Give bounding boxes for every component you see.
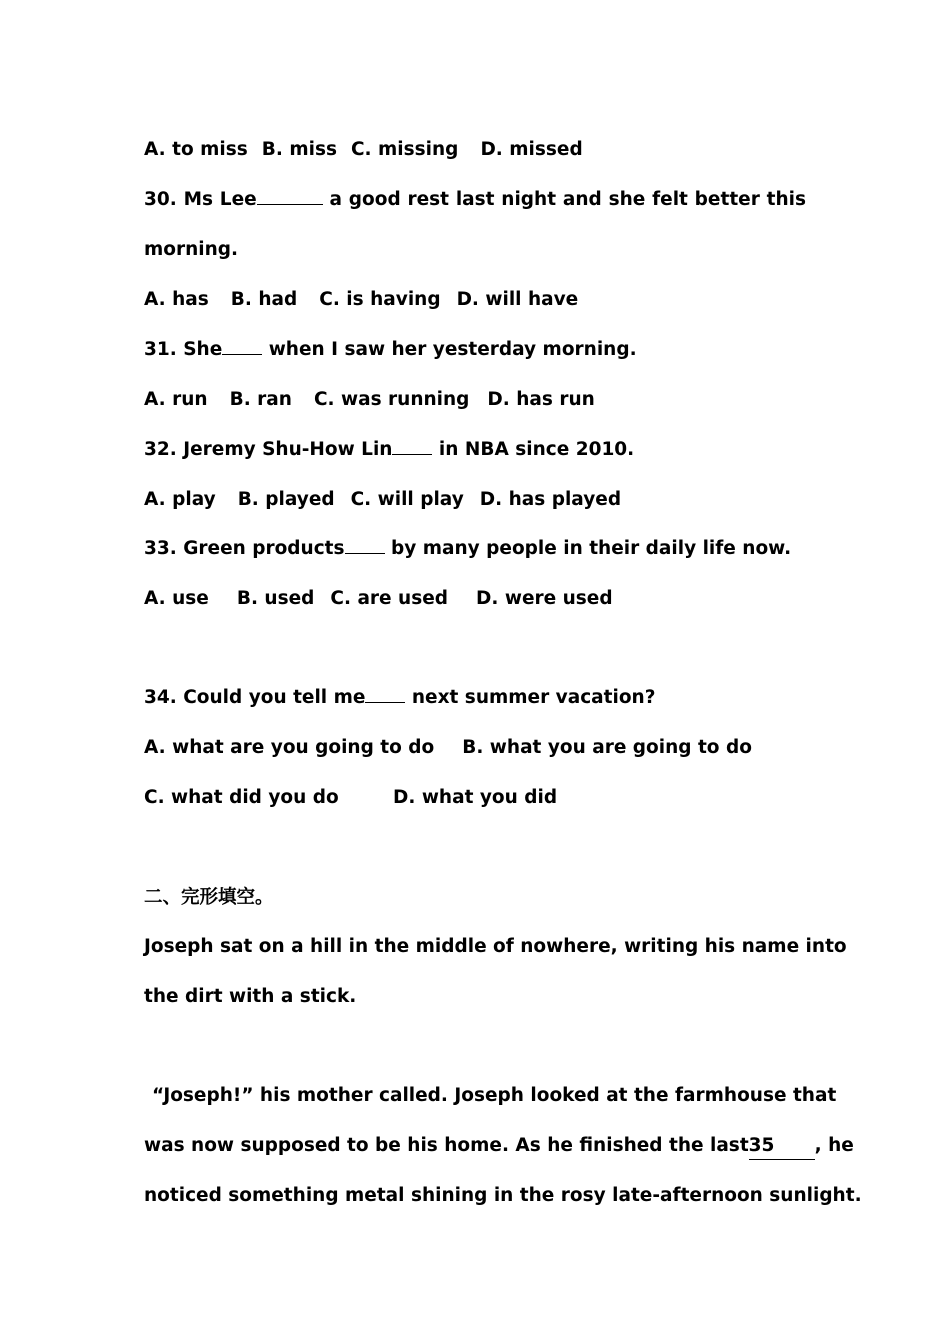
q34-options-row1 (144, 735, 806, 761)
option-c: C. are used (330, 588, 449, 609)
section-heading: 二、完形填空。 (144, 887, 274, 908)
passage-p2-line1 (144, 1083, 837, 1109)
q30-stem (144, 187, 806, 213)
q31-options (144, 387, 806, 413)
q33-stem (144, 536, 806, 562)
stem-before: 33. Green products (144, 538, 345, 559)
option-c: C. missing (350, 139, 459, 160)
answer-blank (392, 440, 432, 455)
stem-before: 31. She (144, 339, 223, 360)
stem-before: 30. Ms Lee (144, 189, 257, 210)
passage-text: “Joseph!” his mother called. Joseph looked at the farmhouse that (152, 1085, 837, 1106)
option-b: B. ran (229, 389, 292, 410)
option-b: B. miss (261, 139, 337, 160)
answer-blank (257, 190, 323, 205)
passage-p2-line2 (144, 1133, 854, 1160)
option-a: A. what are you going to do (144, 737, 435, 758)
cloze-blank-35: 35 (749, 1133, 815, 1160)
stem-after: by many people in their daily life now. (391, 538, 792, 559)
option-b: B. used (236, 588, 315, 609)
option-c: C. what did you do (144, 787, 339, 808)
option-c: C. is having (319, 289, 441, 310)
stem-after: when I saw her yesterday morning. (268, 339, 637, 360)
passage-p1-line1: Joseph sat on a hill in the middle of nowhere, writing his name into (144, 936, 847, 957)
option-d: D. what you did (393, 787, 558, 808)
option-a: A. to miss (144, 139, 248, 160)
stem-before: 32. Jeremy Shu-How Lin (144, 439, 393, 460)
answer-blank (345, 539, 385, 554)
option-c: C. will play (350, 489, 464, 510)
passage-text: was now supposed to be his home. As he finished the last (144, 1135, 749, 1156)
passage-text: , he (814, 1135, 854, 1156)
passage-p1-line2: the dirt with a stick. (144, 986, 357, 1007)
q32-stem (144, 437, 806, 463)
option-b: B. had (230, 289, 298, 310)
stem-after: in NBA since 2010. (438, 439, 635, 460)
answer-blank (222, 340, 262, 355)
option-d: D. has run (487, 389, 595, 410)
stem-after: next summer vacation? (411, 687, 656, 708)
option-d: D. missed (480, 139, 583, 160)
q30-options (144, 287, 806, 313)
option-a: A. play (144, 489, 216, 510)
q34-options-row2 (144, 785, 806, 811)
q34-stem (144, 685, 806, 711)
option-d: D. has played (479, 489, 622, 510)
q33-options (144, 586, 806, 612)
q31-stem (144, 337, 806, 363)
answer-blank (365, 688, 405, 703)
q29-options (144, 137, 806, 163)
option-a: A. run (144, 389, 208, 410)
option-a: A. use (144, 588, 209, 609)
stem-after: a good rest last night and she felt better this (329, 189, 806, 210)
option-b: B. what you are going to do (462, 737, 752, 758)
option-a: A. has (144, 289, 209, 310)
q32-options (144, 487, 806, 513)
option-c: C. was running (313, 389, 470, 410)
q30-stem-continued: morning. (144, 239, 239, 260)
passage-p2-line3: noticed something metal shining in the rosy late-afternoon sunlight. (144, 1185, 862, 1206)
option-b: B. played (237, 489, 335, 510)
option-d: D. were used (476, 588, 613, 609)
stem-before: 34. Could you tell me (144, 687, 366, 708)
option-d: D. will have (456, 289, 579, 310)
